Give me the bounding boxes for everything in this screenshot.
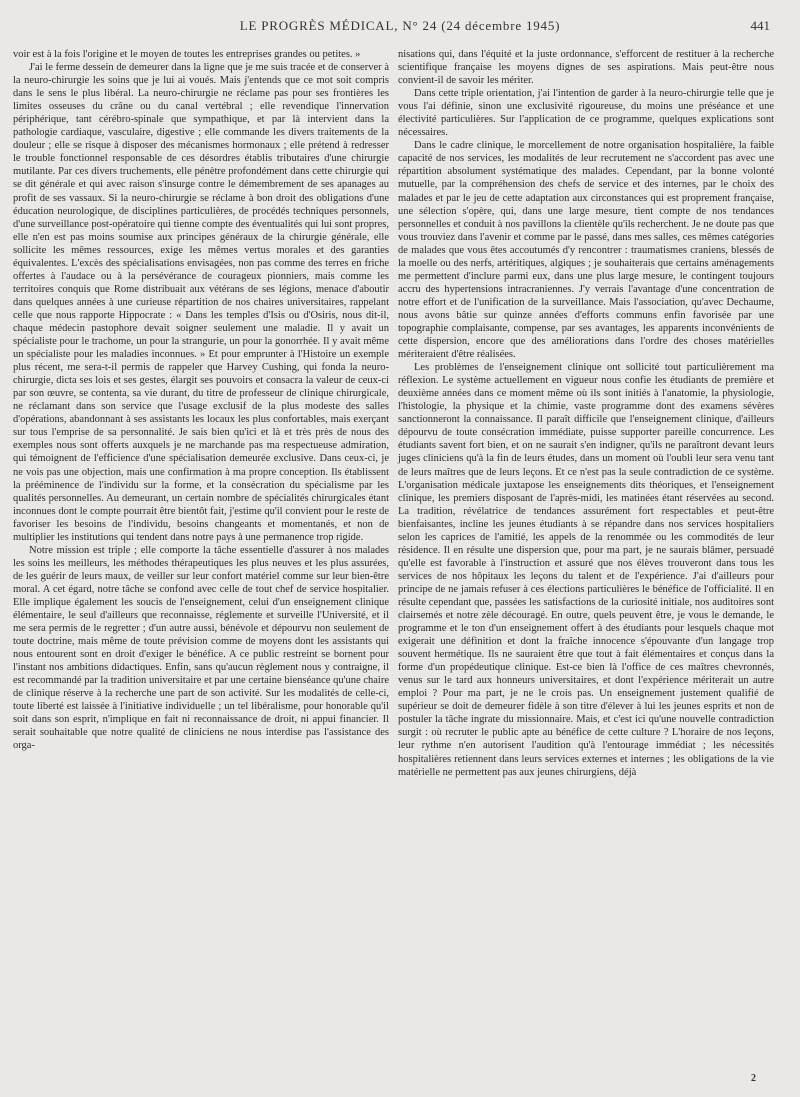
paragraph: voir est à la fois l'origine et le moyen de toutes les entreprises grandes ou petites. » xyxy=(13,49,361,60)
page-header xyxy=(0,0,800,34)
running-head: LE PROGRÈS MÉDICAL, N° 24 (24 décembre 1945) xyxy=(239,18,561,33)
paragraph: Notre mission est triple ; elle comporte la tâche essentielle d'assurer à nos malades les soins les meilleurs, les méthodes thérapeutiques les plus neuves et les plus assurées, de les guérir de leurs maux, de veiller sur leur confort matériel comme sur leur bien-être moral. A cet égard, notre tâche se confond avec celle de tout chef de service hospitalier. Elle implique également les soucis de l'enseignement, celui d'un enseignement clinique élémentaire, le seul d'ailleurs que reconnaisse, réglemente et surveille l'Université, et il me sera permis de le regretter ; d'un autre aussi, bénévole et dépourvu non seulement de toute doctrine, mais même de toute prévision comme de moyens dont les assistants qui nous entourent sont en droit d'exiger le bénéfice. A ce public restreint se bornent pour l'instant nos ambitions didactiques. Enfin, sans qu'aucun règlement nous y contraigne, il est recommandé par la tradition universitaire et par une certaine bienséance qu'une chaire de clinique réserve à la recherche une part de son activité. Sur les modalités de celle-ci, toute liberté est laissée à l'initiative individuelle ; un tel libéralisme, pour honorable qu'il soit dans son esprit, n'implique en fait ni reconnaissance de droit, ni appui financier. Il serait souhaitable que notre qualité de cliniciens ne nous interdise pas l'assistance des orga- xyxy=(13,544,389,752)
paragraph: Dans cette triple orientation, j'ai l'intention de garder à la neuro-chirurgie telle que je vous l'ai définie, sinon une exclusivité rigoureuse, du moins une préséance et une électivité particulières. Sur l'application de ce programme, quelques explications sont nécessaires. xyxy=(398,88,774,139)
paragraph: J'ai le ferme dessein de demeurer dans la ligne que je me suis tracée et de conserver à la neuro-chirurgie les soins que je lui ai voués. Mais j'entends que ce mot soit compris dans le sens le plus libéral. La neuro-chirurgie ne réclame pas pour ses frontières les limites osseuses du crâne ou du canal vertébral ; elle revendique l'innervation périphérique, tant cérébro-spinale que sympathique, et par là intervient dans la pathologie cardiaque, vasculaire, digestive ; elle commande les divers traitements de la douleur ; elle se risque à disposer des mécanismes hormonaux ; elle prétend à redresser le trouble fonctionnel responsable de ces désordres établis tributaires d'une chirurgie mutilante. Par ces divers truchements, elle pénètre profondément dans cette chirurgie qui se dit générale et qui avec raison s'insurge contre le démembrement de ses apanages au profit de ses vassaux. Si la neuro-chirurgie se réclame à bon droit des obligations d'une éducation neurologique, de disciplines particulières, de procédés techniques personnels, d'une surveillance post-opératoire qui tienne compte des éventualités qui lui sont propres, elle n'en est pas moins soumise aux principes généraux de la chirurgie générale, elle sollicite les mêmes ressources, exige les mêmes vertus morales et des garanties équivalentes. L'excès des spécialisations envisagées, non pas comme des terres en friche offertes à l'audace ou à la persévérance de courageux pionniers, mais comme les territoires conquis que Rome distribuait aux vétérans de ses légions, menace d'aboutir dans quelques années à une curieuse répartition de nos chaires universitaires, rappelant celle que nous rapporte Hippocrate : « Dans les temples d'Isis ou d'Osiris, nous dit-il, chaque médecin pastophore devait soigner seulement une maladie. Il y avait un spécialiste pour le trachome, un pour la strangurie, un pour la gonorrhée. Il y avait même un spécialiste pour les maladies inconnues. » Et pour emprunter à l'Histoire un exemple plus récent, me sera-t-il permis de rappeler que Harvey Cushing, qui fonda la neuro-chirurgie, dicta ses lois et ses gestes, élargit ses pouvoirs et consacra la valeur de ceux-ci par son œuvre, se contenta, sa vie durant, du titre de professeur de clinique chirurgicale, ne réclamant dans son service que l'usage exclusif de la plus modeste des salles d'opérations, abandonnant à ses assistants les locaux les plus confortables, mais exerçant sur tous l'emprise de sa personnalité. Je sais bien qu'ici et là et très près de nous des exemples nous sont offerts auxquels je ne marchande pas ma respectueuse admiration, qui témoignent de l'efficience d'une spécialisation demeurée exclusive. Dans ceux-ci, je ne vois pas une objection, mais une confirmation à ma propre conception. Ils établissent la prééminence de l'individu sur la forme, et la consécration du spécialisme par les qualités personnelles. Au demeurant, un certain nombre de spécialités chirurgicales étant inconnues dont le compte pourrait être bientôt fait, j'estime qu'il convient pour le reste de favoriser les besoins de l'individu, besoins changeants et momentanés, et non de multiplier les institutions qui tendent dans notre pays à une permanence trop rigide. xyxy=(13,62,389,543)
right-column xyxy=(398,48,774,779)
left-column xyxy=(13,48,389,753)
signature-mark: 2 xyxy=(751,1073,756,1084)
paragraph: nisations qui, dans l'équité et la juste ordonnance, s'efforcent de restituer à la recherche scientifique française les moyens dignes de ses aspirations. Mais peut-être nous convient-il de savoir les mériter. xyxy=(398,49,774,87)
page-number: 441 xyxy=(750,18,770,33)
paragraph: Les problèmes de l'enseignement clinique ont sollicité tout particulièrement ma réflexion. Le système actuellement en vigueur nous confie les étudiants de première et deuxième années dans ce moment même où ils sont initiés à l'anatomie, la physiologie, l'histologie, la physique et la chimie, vaste programme dont des examens sévères sanctionneront la connaissance. Il paraît difficile que l'enseignement clinique, d'ailleurs dépourvu de toute consécration immédiate, puisse supporter pareille concurrence. Les étudiants savent fort bien, et on ne saurait s'en indigner, qu'ils ne paraîtront devant leurs juges cliniciens qu'à la fin de leurs études, dans un moment où l'oubli leur sera venu tant de leurs maîtres que de leurs leçons. Et ce n'est pas la seule contradiction de ce système. L'organisation médicale juxtapose les enseignements dits théoriques, et l'enseignement clinique, les premiers disposant de l'après-midi, les matinées étant réservées au second. La tradition, révélatrice de tendances assurément fort respectables et peut-être bienfaisantes, incline les jeunes étudiants à se répandre dans nos services hospitaliers selon les caprices de l'amitié, les appels de la renommée ou les commodités de leur résidence. Il en résulte une dispersion que, pour ma part, je ne saurais blâmer, persuadé qu'elle est favorable à l'instruction et assuré que nos élèves trouveront dans tous les services de nos hôpitaux les leçons du talent et de l'expérience. J'ai d'ailleurs pour principe de ne jamais refuser à ces élections particulières le bénéfice de l'officialité. Il en résulte cependant que, passées les satisfactions de la curiosité initiale, nos auditoires sont clairsemés et notre zèle découragé. En outre, quels peuvent être, je vous le demande, le programme et le ton d'un enseignement offert à des étudiants pour lesquels chaque mot exigerait une définition et dont la fraîche innocence s'épouvante d'un langage trop souvent hermétique. Ils ne sauraient être que tout à fait élémentaires et conçus dans la forme d'un propédeutique clinique. Est-ce bien là l'office de ces maîtres chevronnés, venus sur le tard aux honneurs universitaires, et dont l'expérience mériterait un autre emploi ? Pour ma part, je ne le crois pas. Un enseignement justement qualifié de supérieur se doit de demeurer fidèle à son titre d'élever à lui les jeunes esprits et non de postuler la tâche ingrate du missionnaire. Mais, et c'est ici qu'une nouvelle contradiction surgit : où recruter le public apte au bénéfice de cette culture ? L'horaire de nos leçons, leur rythme n'en autorisent l'audition qu'à l'entourage immédiat ; les nécessités hospitalières retiennent dans leurs services externes et internes ; les obligations de la vie matérielle ne permettent pas aux jeunes chirurgiens, déjà xyxy=(398,362,774,778)
paragraph: Dans le cadre clinique, le morcellement de notre organisation hospitalière, la faible capacité de nos services, les modalités de leur recrutement ne s'accordent pas avec une répartition absolument systématique des malades. Cependant, par la bonne volonté mutuelle, par la compréhension des chefs de service et des internes, par le choix des malades et par le jeu de cette adaptation aux circonstances qui est proprement française, une sélection s'opère, qui, dans une large mesure, tient compte de nos tendances personnelles et conduit à nos pavillons la clientèle qu'ils recherchent. Je ne doute pas que vous trouviez dans l'avenir et comme par le passé, dans mes salles, ces mêmes catégories de malades que vous êtes accoutumés d'y rencontrer : traumatismes craniens, blessés de la moelle ou des nerfs, artéritiques, algiques ; je souhaiterais que certains aménagements me permettent d'inclure parmi eux, dans une plus large mesure, le contingent toujours accru des hypertensions intracraniennes. J'y verrais l'avantage d'une concentration de notre effort et de l'unification de la surveillance. Mais l'association, qu'avec Dechaume, nous avons bâtie sur quinze années d'efforts communs enfin favorisée par une topographie complaisante, compense, par ses avantages, les apparents inconvénients de cette dispersion, encore que des améliorations dans l'ordre des choses matérielles mériteraient d'être réalisées. xyxy=(398,140,774,361)
